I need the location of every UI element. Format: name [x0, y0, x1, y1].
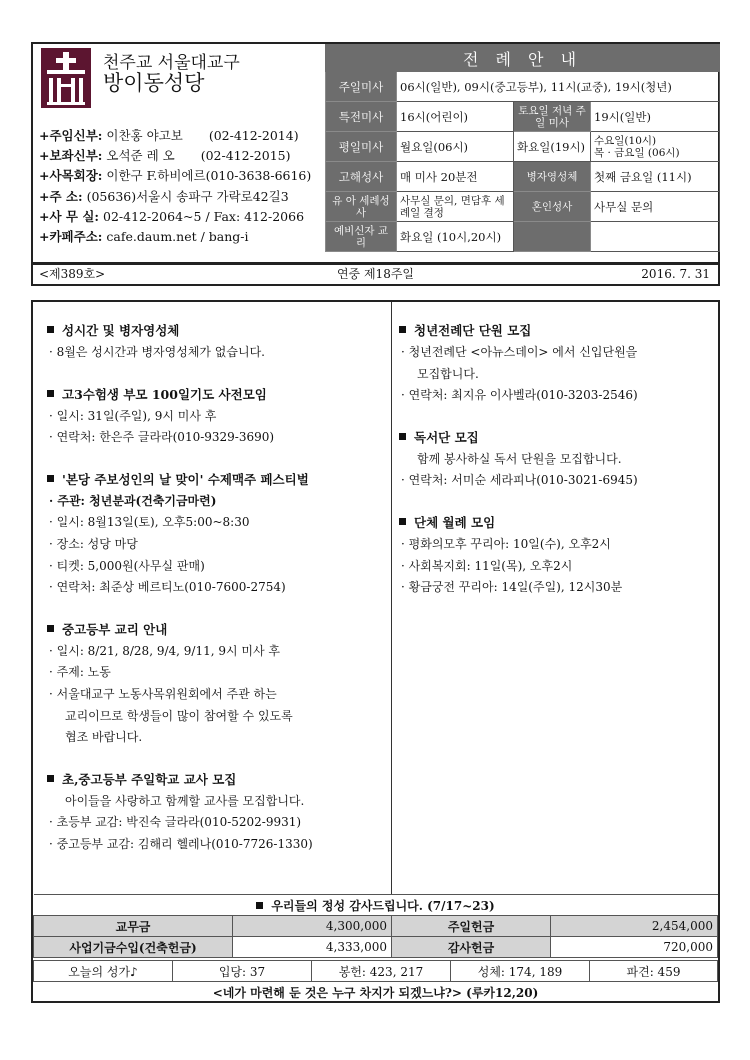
- announcement-line: · 일시: 8/21, 8/28, 9/4, 9/11, 9시 미사 후: [49, 643, 280, 658]
- finance-value: 4,333,000: [233, 937, 392, 958]
- sunday-mass-label: 주일미사: [326, 72, 397, 102]
- staff-office: +사 무 실: 02-412-2064~5 / Fax: 412-2066: [39, 208, 305, 224]
- announcement-line: · 일시: 8월13일(토), 오후5:00~8:30: [49, 515, 250, 530]
- finance-value: 2,454,000: [551, 916, 718, 937]
- announcement-line: · 연락처: 최지유 이사벨라(010-3203-2546): [401, 388, 638, 403]
- announcement-section: [47, 384, 387, 449]
- mass-schedule-table: [325, 44, 720, 252]
- announcement-line: · 연락처: 최준상 베르티노(010-7600-2754): [49, 580, 286, 595]
- saturday-mass-value: 19시(일반): [591, 102, 720, 132]
- announcement-title: 단체 월례 모임: [399, 512, 715, 534]
- offering-table: [33, 894, 718, 958]
- announcement-section: [399, 512, 715, 599]
- hymn-label: 오늘의 성가♪: [34, 961, 173, 982]
- finance-key: 감사헌금: [392, 937, 551, 958]
- announcement-line: · 사회복지회: 11일(목), 오후2시: [401, 558, 573, 573]
- staff-info: [39, 126, 324, 247]
- wedding-value: 사무실 문의: [591, 192, 720, 222]
- empty-cell: [591, 222, 720, 252]
- finance-key: 주일헌금: [392, 916, 551, 937]
- announcement-title: 중고등부 교리 안내: [47, 619, 387, 641]
- announcement-line: 아이들을 사랑하고 함께할 교사를 모집합니다.: [65, 793, 305, 808]
- bulletin-header: [31, 42, 720, 264]
- announcement-title: 성시간 및 병자영성체: [47, 320, 387, 342]
- announcement-section: [47, 320, 387, 364]
- catechumen-value: 화요일 (10시,20시): [397, 222, 514, 252]
- announcement-line: · 장소: 성당 마당: [49, 536, 138, 551]
- issue-number: <제389호>: [39, 267, 106, 281]
- finance-value: 4,300,000: [233, 916, 392, 937]
- sunday-mass-value: 06시(일반), 09시(중고등부), 11시(교중), 19시(청년): [397, 72, 720, 102]
- announcement-line: · 연락처: 한은주 글라라(010-9329-3690): [49, 430, 275, 445]
- infant-baptism-label: 유 아 세례성사: [326, 192, 397, 222]
- saturday-mass-label: 토요일 저녁 주일 미사: [514, 102, 591, 132]
- announcement-line: 함께 봉사하실 독서 단원을 모집합니다.: [417, 451, 622, 466]
- weekday-mass-tue: 화요일(19시): [514, 132, 591, 162]
- announcement-section: [47, 769, 387, 856]
- announcement-section: [47, 469, 387, 599]
- parish-logo: [41, 48, 91, 108]
- announcement-title: '본당 주보성인의 날 맞이' 수제맥주 페스티벌: [47, 469, 387, 491]
- bullet-square-icon: [47, 625, 54, 632]
- bullet-square-icon: [47, 775, 54, 782]
- announcement-line: · 청년전례단 <아뉴스데이> 에서 신입단원을: [401, 345, 638, 359]
- announcement-title: 고3수험생 부모 100일기도 사전모임: [47, 384, 387, 406]
- hymn-recessional: 파견: 459: [590, 961, 718, 982]
- parish-title: 방이동성당: [103, 71, 205, 95]
- special-mass-label: 특전미사: [326, 102, 397, 132]
- confession-label: 고해성사: [326, 162, 397, 192]
- announcement-line: · 황금궁전 꾸리아: 14일(주일), 12시30분: [401, 580, 623, 595]
- liturgical-week: 연중 제18주일: [336, 267, 415, 281]
- announcement-title: 초,중고등부 주일학교 교사 모집: [47, 769, 387, 791]
- bullet-square-icon: [399, 326, 406, 333]
- special-mass-value: 16시(어린이): [397, 102, 514, 132]
- right-column: [399, 320, 715, 619]
- weekday-mass-label: 평일미사: [326, 132, 397, 162]
- announcement-line: · 초등부 교감: 박진숙 글라라(010-5202-9931): [49, 815, 302, 830]
- staff-cafe: +카페주소: cafe.daum.net / bang-i: [39, 229, 249, 245]
- staff-council: +사목회장: 이한구 F.하비에르(010-3638-6616): [39, 168, 312, 184]
- weekday-mass-wed-thu: 수요일(10시) 목 · 금요일 (06시): [591, 132, 720, 162]
- announcement-line: 협조 바랍니다.: [65, 730, 143, 745]
- announcement-title: 독서단 모집: [399, 427, 715, 449]
- announcement-line: · 8월은 성시간과 병자영성체가 없습니다.: [49, 345, 265, 359]
- sick-communion-value: 첫째 금요일 (11시): [591, 162, 720, 192]
- finance-value: 720,000: [551, 937, 718, 958]
- bullet-square-icon: [47, 475, 54, 482]
- finance-key: 교무금: [34, 916, 233, 937]
- announcement-line: · 서울대교구 노동사목위원회에서 주관 하는: [49, 686, 277, 701]
- announcement-line: · 평화의모후 꾸리아: 10일(수), 오후2시: [401, 536, 611, 551]
- announcement-line: 모집합니다.: [417, 366, 479, 381]
- hymn-table: [33, 960, 718, 982]
- announcement-line: 교리이므로 학생들이 많이 참여할 수 있도록: [65, 708, 293, 723]
- wedding-label: 혼인성사: [514, 192, 591, 222]
- announcement-line: · 일시: 31일(주일), 9시 미사 후: [49, 408, 217, 423]
- bullet-square-icon: [399, 518, 406, 525]
- gospel-verse: <네가 마련해 둔 것은 누구 차지가 되겠느냐?> (루카12,20): [212, 986, 539, 1000]
- catechumen-label: 예비신자 교 리: [326, 222, 397, 252]
- announcement-line: · 중고등부 교감: 김해리 헬레나(010-7726-1330): [49, 836, 313, 851]
- announcement-section: [399, 320, 715, 407]
- bulletin-body: [31, 300, 720, 1003]
- staff-assistant: +보좌신부: 오석준 레 오 (02-412-2015): [39, 148, 291, 164]
- hymn-communion: 성체: 174, 189: [451, 961, 590, 982]
- announcement-line: · 주관: 청년분과(건축기금마련): [49, 493, 217, 508]
- announcement-title: 청년전례단 단원 모집: [399, 320, 715, 342]
- issue-info-bar: [31, 264, 720, 286]
- weekday-mass-mon: 월요일(06시): [397, 132, 514, 162]
- hymn-entrance: 입당: 37: [173, 961, 312, 982]
- sick-communion-label: 병자영성체: [514, 162, 591, 192]
- column-divider: [391, 302, 392, 894]
- staff-address: +주 소: (05636)서울시 송파구 가락로42길3: [39, 188, 289, 204]
- empty-cell: [514, 222, 591, 252]
- left-column: [47, 320, 387, 876]
- staff-pastor: +주임신부: 이찬홍 야고보 (02-412-2014): [39, 128, 299, 143]
- issue-date: 2016. 7. 31: [641, 267, 710, 281]
- bullet-square-icon: [47, 390, 54, 397]
- diocese-name: 천주교 서울대교구: [103, 53, 240, 73]
- announcement-section: [399, 427, 715, 492]
- offering-thanks: 우리들의 정성 감사드립니다. (7/17~23): [34, 895, 718, 916]
- infant-baptism-value: 사무실 문의, 면담후 세례일 결정: [397, 192, 514, 222]
- finance-key: 사업기금수입(건축헌금): [34, 937, 233, 958]
- announcement-line: · 주제: 노동: [49, 665, 111, 680]
- hymn-offertory: 봉헌: 423, 217: [312, 961, 451, 982]
- confession-value: 매 미사 20분전: [397, 162, 514, 192]
- bullet-square-icon: [47, 326, 54, 333]
- announcement-line: · 티켓: 5,000원(사무실 판매): [49, 558, 205, 573]
- bullet-square-icon: [399, 433, 406, 440]
- announcement-section: [47, 619, 387, 749]
- announcement-line: · 연락처: 서미순 세라피나(010-3021-6945): [401, 473, 638, 488]
- mass-schedule-title: 전 례 안 내: [326, 45, 720, 72]
- parish-name: [103, 53, 240, 95]
